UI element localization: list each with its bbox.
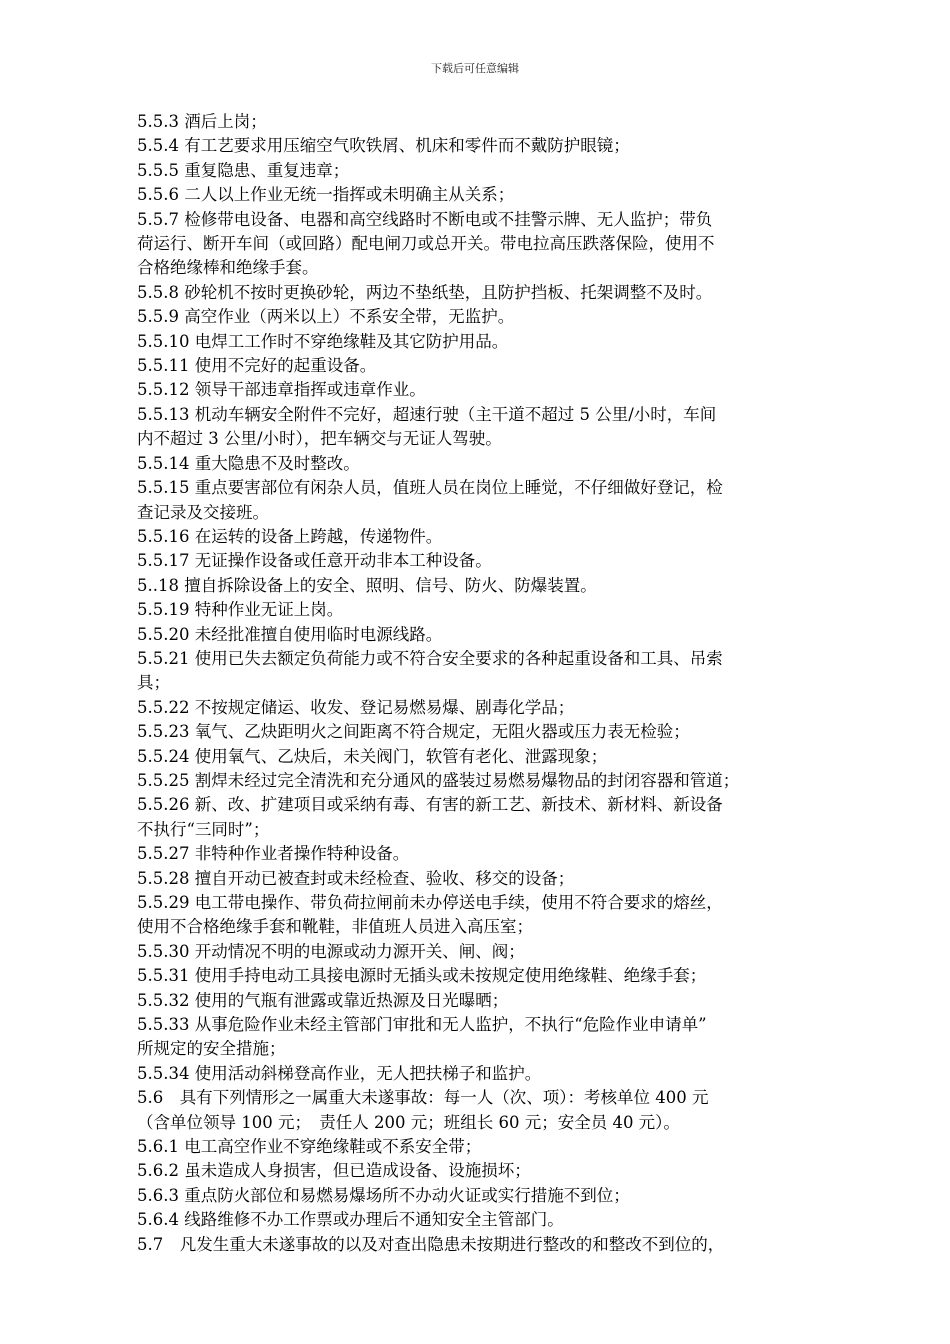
document-paragraph (137, 403, 817, 452)
document-paragraph (137, 769, 817, 793)
document-paragraph (137, 330, 817, 354)
paragraph-line: 5.5.11 使用不完好的起重设备。 (137, 356, 377, 376)
paragraph-line: 5.5.24 使用氧气、乙炔后，未关阀门，软管有老化、泄露现象； (137, 746, 608, 766)
document-paragraph (137, 696, 817, 720)
paragraph-line: 5.5.6 二人以上作业无统一指挥或未明确主从关系； (137, 185, 515, 205)
paragraph-line: 5.5.4 有工艺要求用压缩空气吹铁屑、机床和零件而不戴防护眼镜； (137, 136, 630, 156)
paragraph-line: 5..18 擅自拆除设备上的安全、照明、信号、防火、防爆装置。 (137, 575, 597, 595)
paragraph-line: 荷运行、断开车间（或回路）配电闸刀或总开关。带电拉高压跌落保险，使用不 (137, 234, 715, 254)
document-paragraph (137, 1233, 817, 1257)
paragraph-line: 5.5.28 擅自开动已被查封或未经检查、验收、移交的设备； (137, 868, 575, 888)
document-paragraph (137, 1062, 817, 1086)
document-paragraph (137, 1208, 817, 1232)
document-paragraph (137, 1135, 817, 1159)
paragraph-line: 5.5.19 特种作业无证上岗。 (137, 600, 344, 620)
document-paragraph (137, 1086, 817, 1135)
paragraph-line: 5.5.14 重大隐患不及时整改。 (137, 453, 360, 473)
paragraph-line: 5.5.22 不按规定储运、收发、登记易燃易爆、剧毒化学品； (137, 697, 575, 717)
document-paragraph (137, 378, 817, 402)
document-paragraph (137, 989, 817, 1013)
document-paragraph (137, 647, 817, 696)
document-paragraph (137, 745, 817, 769)
document-paragraph (137, 452, 817, 476)
document-paragraph (137, 305, 817, 329)
paragraph-line: （含单位领导 100 元； 责任人 200 元；班组长 60 元；安全员 40 元）。 (137, 1112, 680, 1132)
document-paragraph (137, 1013, 817, 1062)
document-paragraph (137, 598, 817, 622)
paragraph-line: 5.5.20 未经批准擅自使用临时电源线路。 (137, 624, 443, 644)
paragraph-line: 5.6.2 虽未造成人身损害，但已造成设备、设施损坏； (137, 1161, 531, 1181)
document-paragraph (137, 134, 817, 158)
paragraph-line: 合格绝缘棒和绝缘手套。 (137, 258, 319, 278)
paragraph-line: 5.5.32 使用的气瓶有泄露或靠近热源及日光曝晒； (137, 990, 509, 1010)
paragraph-line: 5.5.27 非特种作业者操作特种设备。 (137, 844, 410, 864)
paragraph-line: 5.5.8 砂轮机不按时更换砂轮，两边不垫纸垫，且防护挡板、托架调整不及时。 (137, 282, 713, 302)
document-paragraph (137, 183, 817, 207)
document-body (137, 110, 817, 1257)
document-paragraph (137, 793, 817, 842)
document-paragraph (137, 842, 817, 866)
paragraph-line: 内不超过 3 公里/小时），把车辆交与无证人驾驶。 (137, 429, 502, 449)
paragraph-line: 5.5.23 氧气、乙炔距明火之间距离不符合规定，无阻火器或压力表无检验； (137, 722, 690, 742)
document-paragraph (137, 720, 817, 744)
paragraph-line: 5.5.33 从事危险作业未经主管部门审批和无人监护，不执行“危险作业申请单” (137, 1015, 707, 1035)
paragraph-line: 5.5.7 检修带电设备、电器和高空线路时不断电或不挂警示牌、无人监护；带负 (137, 209, 713, 229)
paragraph-line: 不执行“三同时”； (137, 819, 270, 839)
document-paragraph (137, 208, 817, 281)
paragraph-line: 5.6.1 电工高空作业不穿绝缘鞋或不系安全带； (137, 1137, 482, 1157)
document-paragraph (137, 867, 817, 891)
document-paragraph (137, 574, 817, 598)
paragraph-line: 5.5.16 在运转的设备上跨越，传递物件。 (137, 526, 443, 546)
paragraph-line: 5.5.10 电焊工工作时不穿绝缘鞋及其它防护用品。 (137, 331, 509, 351)
paragraph-line: 所规定的安全措施； (137, 1039, 286, 1059)
paragraph-line: 5.6.4 线路维修不办工作票或办理后不通知安全主管部门。 (137, 1210, 564, 1230)
document-paragraph (137, 110, 817, 134)
paragraph-line: 5.5.15 重点要害部位有闲杂人员，值班人员在岗位上睡觉，不仔细做好登记，检 (137, 478, 723, 498)
paragraph-line: 5.6 具有下列情形之一属重大未遂事故：每一人（次、项）：考核单位 400 元 (137, 1088, 709, 1108)
document-paragraph (137, 159, 817, 183)
paragraph-line: 5.5.9 高空作业（两米以上）不系安全带，无监护。 (137, 307, 515, 327)
paragraph-line: 5.7 凡发生重大未遂事故的以及对查出隐患未按期进行整改的和整改不到位的， (137, 1234, 725, 1254)
page-header-note: 下载后可任意编辑 (431, 62, 519, 75)
document-paragraph (137, 964, 817, 988)
paragraph-line: 5.5.5 重复隐患、重复违章； (137, 160, 350, 180)
paragraph-line: 5.6.3 重点防火部位和易燃易爆场所不办动火证或实行措施不到位； (137, 1185, 630, 1205)
paragraph-line: 具； (137, 673, 170, 693)
paragraph-line: 使用不合格绝缘手套和靴鞋，非值班人员进入高压室； (137, 917, 533, 937)
paragraph-line: 5.5.34 使用活动斜梯登高作业，无人把扶梯子和监护。 (137, 1063, 542, 1083)
document-paragraph (137, 623, 817, 647)
paragraph-line: 5.5.29 电工带电操作、带负荷拉闸前未办停送电手续，使用不符合要求的熔丝， (137, 893, 723, 912)
document-paragraph (137, 549, 817, 573)
paragraph-line: 5.5.17 无证操作设备或任意开动非本工种设备。 (137, 551, 492, 571)
paragraph-line: 5.5.26 新、改、扩建项目或采纳有毒、有害的新工艺、新技术、新材料、新设备 (137, 795, 723, 815)
paragraph-line: 5.5.31 使用手持电动工具接电源时无插头或未按规定使用绝缘鞋、绝缘手套； (137, 966, 707, 986)
paragraph-line: 5.5.12 领导干部违章指挥或违章作业。 (137, 380, 426, 400)
document-paragraph (137, 1184, 817, 1208)
document-paragraph (137, 525, 817, 549)
document-paragraph (137, 891, 817, 940)
paragraph-line: 5.5.3 酒后上岗； (137, 112, 267, 131)
document-paragraph (137, 281, 817, 305)
paragraph-line: 查记录及交接班。 (137, 502, 269, 522)
paragraph-line: 5.5.21 使用已失去额定负荷能力或不符合安全要求的各种起重设备和工具、吊索 (137, 648, 723, 668)
paragraph-line: 5.5.13 机动车辆安全附件不完好，超速行驶（主干道不超过 5 公里/小时，车间 (137, 404, 717, 424)
document-paragraph (137, 476, 817, 525)
document-paragraph (137, 940, 817, 964)
document-paragraph (137, 1159, 817, 1183)
paragraph-line: 5.5.30 开动情况不明的电源或动力源开关、闸、阀； (137, 941, 525, 961)
paragraph-line: 5.5.25 割焊未经过完全清洗和充分通风的盛装过易燃易爆物品的封闭容器和管道； (137, 770, 740, 790)
document-paragraph (137, 354, 817, 378)
